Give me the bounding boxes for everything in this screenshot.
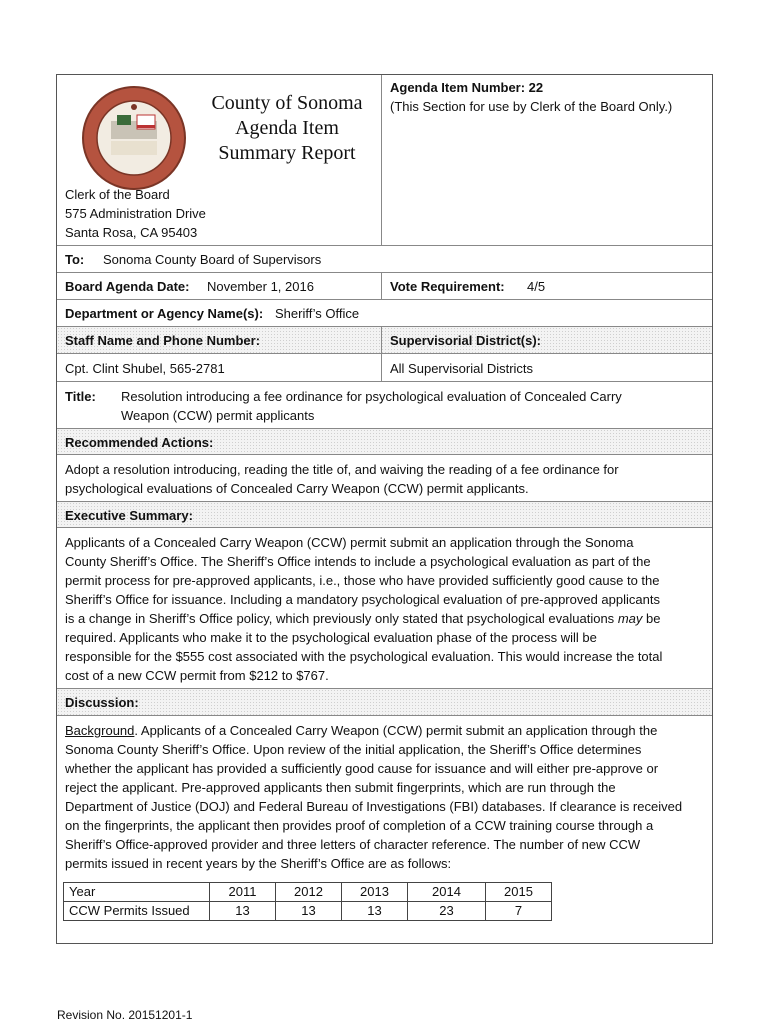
year-label-cell: Year xyxy=(64,883,210,902)
agenda-date-row xyxy=(57,272,712,299)
year-cell: 2012 xyxy=(276,883,342,902)
discussion-line: Department of Justice (DOJ) and Federal Bureau of Investigations (FBI) databases. If clearance is received xyxy=(65,799,683,814)
recommended-text xyxy=(57,455,712,498)
department-value: Sheriff’s Office xyxy=(275,306,360,321)
to-row xyxy=(57,245,712,272)
executive-line: cost of a new CCW permit from $212 to $767. xyxy=(65,668,329,683)
discussion-line: Sheriff’s Office-approved provider and three letters of character reference. The number of new CCW xyxy=(65,837,641,852)
to-label: To: xyxy=(65,252,85,267)
district-label: Supervisorial District(s): xyxy=(390,333,541,348)
district-header-cell xyxy=(381,327,712,353)
discussion-line: on the fingerprints, the applicant then provides proof of completion of a CCW training course through a xyxy=(65,818,654,833)
recommended-body xyxy=(57,454,712,501)
executive-line-italic: may xyxy=(617,611,643,626)
department-row xyxy=(57,299,712,326)
discussion-text xyxy=(57,716,712,873)
recommended-label: Recommended Actions: xyxy=(65,435,214,450)
executive-line-part: is a change in Sheriff’s Office policy, which previously only stated that psychological evaluations xyxy=(65,611,618,626)
staff-label: Staff Name and Phone Number: xyxy=(65,333,261,348)
executive-line xyxy=(65,609,704,628)
executive-line: permit process for pre-approved applicants, i.e., those who have provided sufficiently good cause to the xyxy=(65,573,660,588)
discussion-header-row xyxy=(57,688,712,715)
executive-body xyxy=(57,527,712,688)
clerk-note: (This Section for use by Clerk of the Board Only.) xyxy=(390,99,673,114)
staff-value-row xyxy=(57,353,712,381)
vote-cell xyxy=(381,273,712,299)
executive-line: Applicants of a Concealed Carry Weapon (CCW) permit submit an application through the Sonoma xyxy=(65,535,634,550)
discussion-line: permits issued in recent years by the Sheriff’s Office are as follows: xyxy=(65,856,452,871)
discussion-label: Discussion: xyxy=(65,695,139,710)
address-line: Santa Rosa, CA 95403 xyxy=(65,225,198,240)
district-value-cell xyxy=(381,354,712,381)
clerk-box xyxy=(381,75,713,245)
discussion-line: Sonoma County Sheriff’s Office. Upon review of the initial application, the Sheriff’s Office determines xyxy=(65,742,642,757)
address-line: 575 Administration Drive xyxy=(65,206,206,221)
agenda-form xyxy=(56,74,713,944)
report-title xyxy=(187,91,387,166)
year-cell: 2015 xyxy=(486,883,552,902)
title-line: Summary Report xyxy=(218,142,356,164)
issued-cell: 13 xyxy=(276,902,342,921)
year-cell: 2013 xyxy=(342,883,408,902)
year-cell: 2011 xyxy=(210,883,276,902)
issued-cell: 13 xyxy=(210,902,276,921)
revision-number: Revision No. 20151201-1 xyxy=(57,1008,193,1022)
issued-cell: 7 xyxy=(486,902,552,921)
agenda-date-value: November 1, 2016 xyxy=(207,279,314,294)
recommended-header-row xyxy=(57,428,712,454)
executive-line: Sheriff’s Office for issuance. Including a mandatory psychological evaluation of pre-approved applicants xyxy=(65,592,660,607)
title-row xyxy=(57,381,712,428)
header-section xyxy=(57,75,712,245)
title-line: County of Sonoma xyxy=(211,92,363,114)
staff-value: Cpt. Clint Shubel, 565-2781 xyxy=(65,361,225,376)
table-row xyxy=(64,883,552,902)
address-line: Clerk of the Board xyxy=(65,187,170,202)
executive-text xyxy=(57,528,712,685)
executive-line: responsible for the $555 cost associated with the psychological evaluation. This would increase the total xyxy=(65,649,663,664)
ccw-permits-table xyxy=(63,882,552,921)
department-label: Department or Agency Name(s): xyxy=(65,306,264,321)
title-line: Resolution introducing a fee ordinance for psychological evaluation of Concealed Carry xyxy=(121,389,622,404)
to-value: Sonoma County Board of Supervisors xyxy=(103,252,322,267)
recommended-line: Adopt a resolution introducing, reading the title of, and waiving the reading of a fee ordinance for xyxy=(65,462,619,477)
issued-label-cell: CCW Permits Issued xyxy=(64,902,210,921)
staff-header-row xyxy=(57,326,712,353)
county-seal-icon xyxy=(81,85,187,191)
discussion-line-part: . Applicants of a Concealed Carry Weapon (CCW) permit submit an application through the xyxy=(134,723,658,738)
executive-header-row xyxy=(57,501,712,527)
title-line: Weapon (CCW) permit applicants xyxy=(121,408,315,423)
discussion-line xyxy=(65,721,704,740)
issued-cell: 23 xyxy=(408,902,486,921)
table-row xyxy=(64,902,552,921)
year-cell: 2014 xyxy=(408,883,486,902)
executive-label: Executive Summary: xyxy=(65,508,193,523)
discussion-line: reject the applicant. Pre-approved applicants then submit fingerprints, which are run through the xyxy=(65,780,616,795)
title-line: Agenda Item xyxy=(235,117,339,139)
vote-label: Vote Requirement: xyxy=(390,279,505,294)
executive-line-part: be xyxy=(642,611,661,626)
recommended-line: psychological evaluations of Concealed Carry Weapon (CCW) permit applicants. xyxy=(65,481,529,496)
title-text xyxy=(121,387,622,425)
issued-cell: 13 xyxy=(342,902,408,921)
vote-value: 4/5 xyxy=(527,279,546,294)
district-value: All Supervisorial Districts xyxy=(390,361,534,376)
executive-line: County Sheriff’s Office. The Sheriff’s Office intends to include a psychological evaluation as part of the xyxy=(65,554,651,569)
agenda-date-label: Board Agenda Date: xyxy=(65,279,190,294)
background-label: Background xyxy=(65,723,135,738)
discussion-line: whether the applicant has provided a sufficiently good cause for issuance and will either pre-approve or xyxy=(65,761,659,776)
agenda-item-number: Agenda Item Number: 22 xyxy=(390,80,544,95)
executive-line: required. Applicants who make it to the psychological evaluation phase of the process will be xyxy=(65,630,597,645)
clerk-address xyxy=(65,185,206,242)
title-label: Title: xyxy=(65,389,96,404)
